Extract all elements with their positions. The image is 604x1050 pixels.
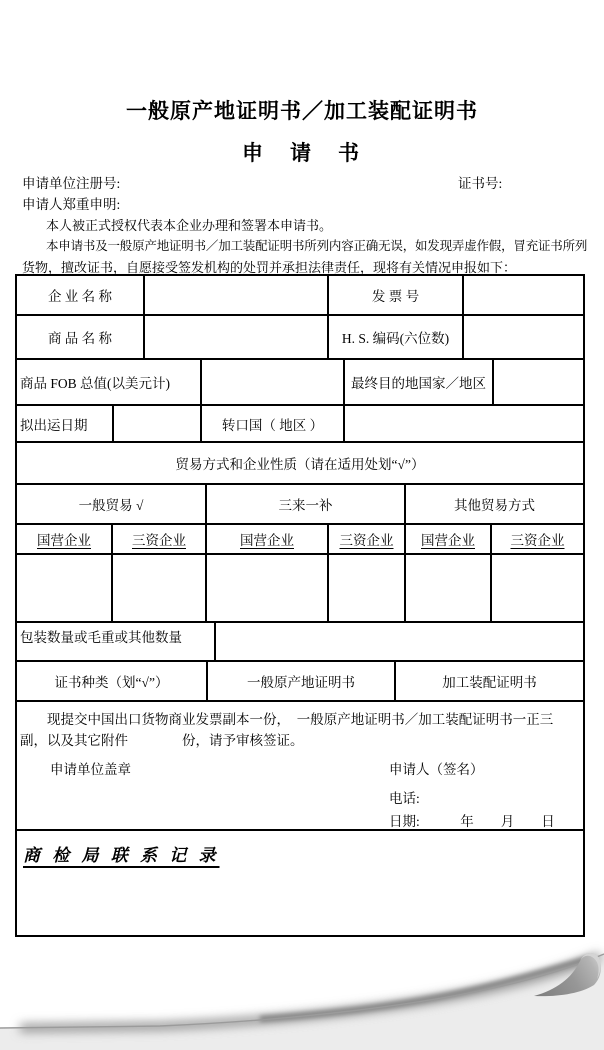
ship-date-label: 拟出运日期 (17, 406, 114, 441)
transit-country-label: 转口国（ 地区 ） (202, 406, 345, 441)
declaration-heading: 申请人郑重申明: (22, 197, 121, 212)
table-row-trade-modes (17, 485, 583, 525)
packing-value-cell (216, 623, 583, 660)
table-row-product-hscode (17, 316, 583, 360)
transit-country-value-cell (345, 406, 583, 441)
table-row-fob-destination (17, 360, 583, 406)
trade-section-title: 贸易方式和企业性质（请在适用处划“√”） (175, 457, 425, 472)
registration-no-label: 申请单位注册号: (22, 176, 121, 191)
trade-mode-sanlaiyibu: 三来一补 (207, 485, 406, 523)
product-name-label: 商 品 名 称 (17, 316, 145, 358)
enterprise-type-state-2: 国营企业 (240, 533, 294, 548)
enterprise-type-foreign-2: 三资企业 (339, 533, 394, 548)
enterprise-type-foreign-1: 三资企业 (132, 533, 186, 548)
tick-cell-6 (492, 555, 583, 621)
product-name-value-cell (145, 316, 329, 358)
submit-paragraph-line-2: 副，以及其它附件 份，请予审核签证。 (20, 733, 304, 748)
applicant-signature-label: 申请人（签名） (389, 762, 484, 777)
cert-kind-label: 证书种类（划“√”） (17, 662, 208, 700)
declaration-line-1: 本人被正式授权代表本企业办理和签署本申请书。 (46, 218, 333, 233)
trade-mode-general: 一般贸易 √ (17, 485, 207, 523)
ship-date-value-cell (114, 406, 202, 441)
table-row-enterprise-types (17, 525, 583, 555)
destination-label: 最终目的地国家／地区 (345, 360, 494, 404)
phone-label: 电话: (389, 791, 420, 806)
doc-title: 一般原产地证明书／加工装配证明书 (126, 99, 478, 123)
certificate-no-label: 证书号: (458, 176, 503, 191)
submit-signature-cell (17, 702, 583, 829)
application-table (15, 274, 585, 937)
enterprise-type-foreign-3: 三资企业 (510, 533, 565, 548)
table-row-enterprise-blank (17, 555, 583, 623)
declaration-line-2b: 货物，擅改证书，自愿接受签发机构的处罚并承担法律责任，现将有关情况申报如下： (22, 260, 517, 275)
enterprise-type-state-3: 国营企业 (421, 533, 475, 548)
cert-kind-origin: 一般原产地证明书 (208, 662, 396, 700)
table-row-inspection-record (17, 831, 583, 935)
tick-cell-3 (207, 555, 329, 621)
tick-cell-2 (113, 555, 207, 621)
table-row-trade-section-title (17, 443, 583, 485)
table-row-shipdate-transit (17, 406, 583, 443)
inspection-record-cell (17, 831, 583, 935)
fob-value-label: 商品 FOB 总值(以美元计) (17, 360, 202, 404)
tick-cell-4 (329, 555, 406, 621)
company-name-value-cell (145, 276, 329, 314)
hs-code-label: H. S. 编码(六位数) (329, 316, 464, 358)
fob-value-cell (202, 360, 345, 404)
table-row-packing (17, 623, 583, 662)
declaration-line-2a: 本申请书及一般原产地证明书／加工装配证明书所列内容正确无误，如发现弄虚作假，冒充证书所列 (46, 239, 588, 253)
enterprise-type-state-1: 国营企业 (37, 533, 91, 548)
tick-cell-1 (17, 555, 113, 621)
table-row-company-invoice (17, 276, 583, 316)
destination-value-cell (494, 360, 583, 404)
tick-cell-5 (406, 555, 492, 621)
table-row-cert-kind (17, 662, 583, 702)
company-name-label: 企 业 名 称 (17, 276, 145, 314)
invoice-no-label: 发 票 号 (329, 276, 464, 314)
submit-paragraph-line-1: 现提交中国出口货物商业发票副本一份， 一般原产地证明书／加工装配证明书一正三 (47, 712, 554, 727)
page-curl-graphic (0, 930, 604, 1050)
date-label: 日期: 年 月 日 (389, 814, 555, 829)
packing-label: 包装数量或毛重或其他数量 (17, 623, 216, 660)
company-seal-label: 申请单位盖章 (50, 762, 131, 777)
inspection-record-label: 商 检 局 联 系 记 录 (23, 846, 220, 865)
doc-subtitle: 申 请 书 (242, 141, 362, 165)
cert-kind-processing: 加工装配证明书 (442, 675, 537, 690)
trade-mode-other: 其他贸易方式 (454, 498, 535, 513)
table-row-submit-signature (17, 702, 583, 831)
invoice-no-value-cell (464, 276, 583, 314)
hs-code-value-cell (464, 316, 583, 358)
